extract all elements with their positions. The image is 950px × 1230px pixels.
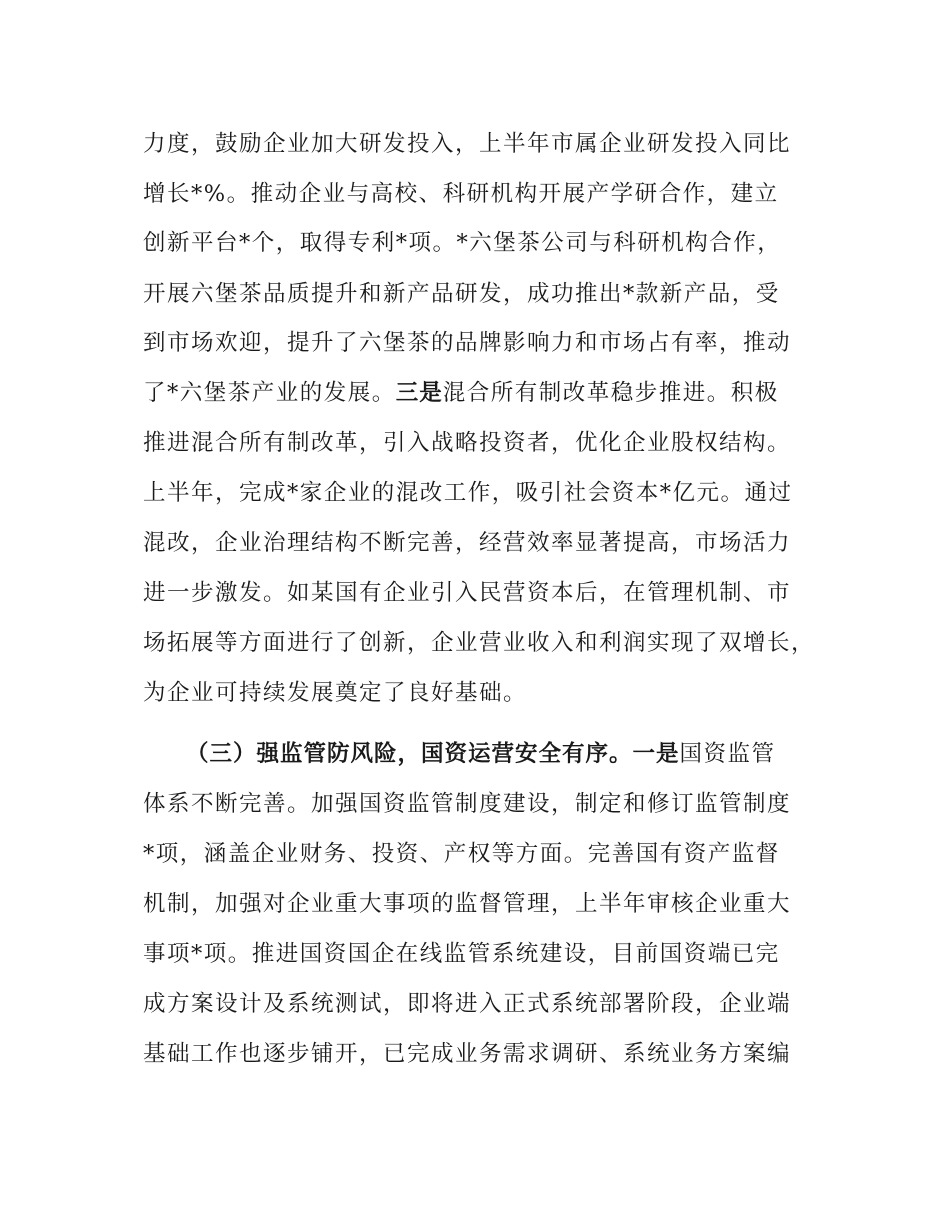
text-line bbox=[143, 378, 779, 408]
text-line: 机制，加强对企业重大事项的监督管理，上半年审核企业重大 bbox=[143, 891, 792, 917]
text-line: 创新平台*个，取得专利*项。*六堡茶公司与科研机构合作， bbox=[143, 230, 782, 256]
text-line: 事项*项。推进国资国企在线监管系统建设，目前国资端已完 bbox=[143, 941, 780, 967]
text-line: 成方案设计及系统测试，即将进入正式系统部署阶段，企业端 bbox=[143, 991, 792, 1017]
text-run: 混合所有制改革稳步推进。积极 bbox=[442, 380, 779, 406]
text-line: 开展六堡茶品质提升和新产品研发，成功推出*款新产品，受 bbox=[143, 281, 780, 307]
text-run: 国资监管 bbox=[679, 741, 776, 767]
section-heading-line bbox=[186, 739, 776, 769]
text-line: 体系不断完善。加强国资监管制度建设，制定和修订监管制度 bbox=[143, 791, 792, 817]
bold-text-run: 三是 bbox=[395, 380, 443, 406]
text-line: 基础工作也逐步铺开，已完成业务需求调研、系统业务方案编 bbox=[143, 1041, 792, 1067]
text-line: 到市场欢迎，提升了六堡茶的品牌影响力和市场占有率，推动 bbox=[143, 330, 792, 356]
text-line: 进一步激发。如某国有企业引入民营资本后，在管理机制、市 bbox=[143, 580, 792, 606]
text-line: 增长*%。推动企业与高校、科研机构开展产学研合作，建立 bbox=[143, 181, 779, 207]
section-heading: （三）强监管防风险，国资运营安全有序。一是 bbox=[186, 741, 680, 767]
text-line: 混改，企业治理结构不断完善，经营效率显著提高，市场活力 bbox=[143, 530, 792, 556]
text-line: 推进混合所有制改革，引入战略投资者，优化企业股权结构。 bbox=[143, 430, 792, 456]
text-line: 场拓展等方面进行了创新，企业营业收入和利润实现了双增长， bbox=[143, 630, 816, 656]
text-run: 了*六堡茶产业的发展。 bbox=[143, 380, 396, 406]
text-line: *项，涵盖企业财务、投资、产权等方面。完善国有资产监督 bbox=[143, 841, 780, 867]
text-line: 上半年，完成*家企业的混改工作，吸引社会资本*亿元。通过 bbox=[143, 480, 793, 506]
text-line: 力度，鼓励企业加大研发投入，上半年市属企业研发投入同比 bbox=[143, 131, 792, 157]
text-line: 为企业可持续发展奠定了良好基础。 bbox=[143, 680, 528, 706]
